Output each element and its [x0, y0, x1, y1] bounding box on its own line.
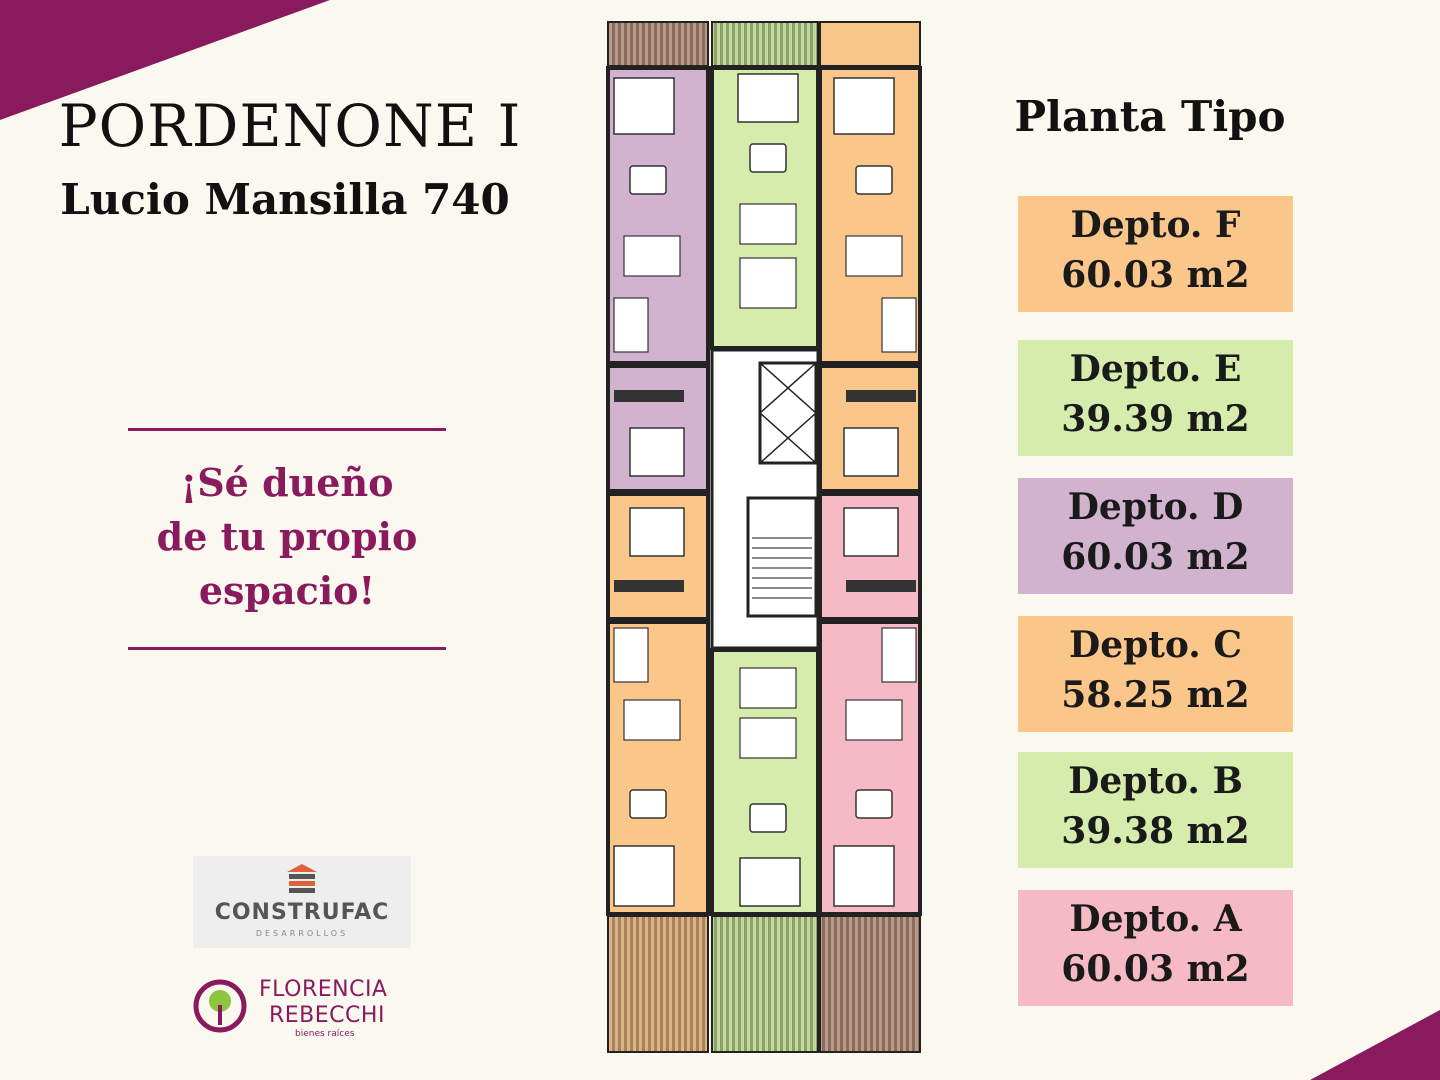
- balcony-b: [712, 916, 818, 1052]
- balcony-e: [712, 22, 818, 66]
- construfac-subtitle: DESARROLLOS: [255, 929, 349, 938]
- slogan-line-2: de tu propio: [156, 514, 418, 559]
- unit-name: Depto. B: [1068, 760, 1243, 802]
- divider-top: [128, 428, 446, 431]
- unit-area: 39.39 m2: [1061, 398, 1250, 440]
- balcony-f: [820, 22, 920, 66]
- slogan-line-1: ¡Sé dueño: [180, 460, 394, 505]
- unit-area: 39.38 m2: [1061, 810, 1250, 852]
- slogan: [128, 456, 446, 618]
- unit-f-card: [1018, 196, 1293, 312]
- florencia-name-line-2: REBECCHI: [269, 1003, 385, 1028]
- project-address: Lucio Mansilla 740: [60, 175, 510, 224]
- balcony-d: [608, 22, 708, 66]
- divider-bottom: [128, 647, 446, 650]
- tree-circle-icon: [193, 979, 247, 1033]
- construfac-name: CONSTRUFAC: [214, 900, 390, 925]
- balcony-c: [608, 916, 708, 1052]
- unit-a-card: [1018, 890, 1293, 1006]
- corner-decoration-bottom: [1310, 1010, 1440, 1080]
- unit-d-card: [1018, 478, 1293, 594]
- legend-heading: Planta Tipo: [1014, 92, 1286, 141]
- unit-area: 60.03 m2: [1061, 948, 1250, 990]
- unit-e-card: [1018, 340, 1293, 456]
- unit-name: Depto. A: [1069, 898, 1242, 940]
- florencia-name-line-1: FLORENCIA: [259, 977, 388, 1002]
- unit-name: Depto. D: [1067, 486, 1244, 528]
- construfac-logo: [193, 856, 411, 948]
- elevator: [760, 363, 816, 463]
- project-title: PORDENONE I: [58, 92, 522, 160]
- unit-name: Depto. C: [1068, 624, 1243, 666]
- florencia-rebecchi-logo: [193, 975, 423, 1045]
- unit-c-card: [1018, 616, 1293, 732]
- unit-area: 60.03 m2: [1061, 536, 1250, 578]
- balcony-a: [820, 916, 920, 1052]
- unit-name: Depto. F: [1070, 204, 1241, 246]
- unit-area: 58.25 m2: [1061, 674, 1250, 716]
- unit-name: Depto. E: [1069, 348, 1242, 390]
- florencia-tagline: bienes raíces: [295, 1029, 355, 1039]
- unit-area: 60.03 m2: [1061, 254, 1250, 296]
- unit-b-card: [1018, 752, 1293, 868]
- building-stack-icon: [279, 862, 325, 898]
- floor-plan: [600, 18, 930, 1058]
- slogan-line-3: espacio!: [198, 568, 376, 613]
